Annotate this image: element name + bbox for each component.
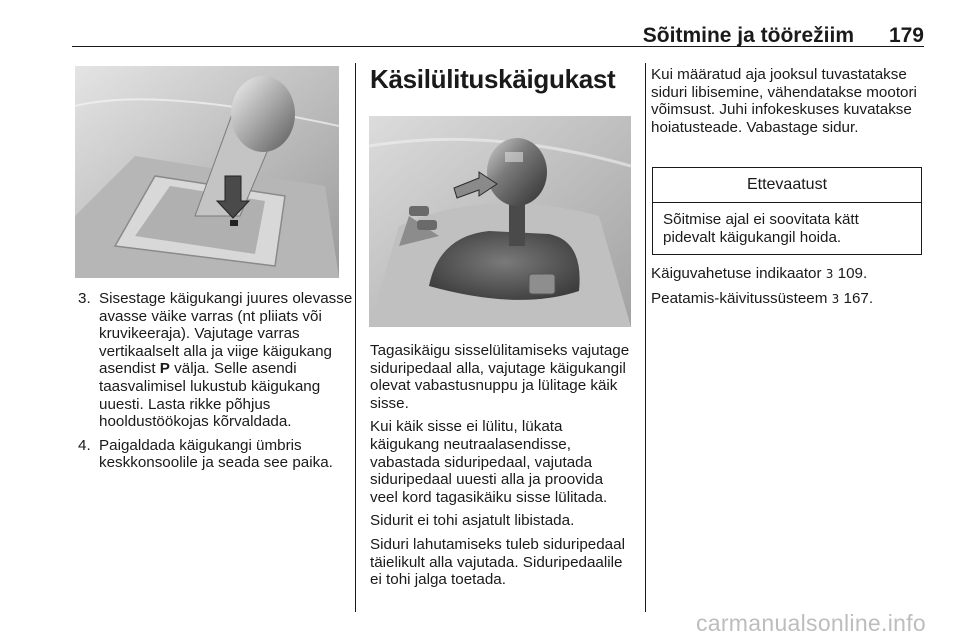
step-text-continued: välja. Selle asendi taasvalimisel lukustub käigukang uuesti. Lasta rikke põhjus hooldustöökojas kõrvaldada. [99,360,321,431]
shifter-override-illustration [75,66,339,278]
column-divider-left [355,63,356,612]
caution-box [652,167,922,255]
reference-text: Käiguvahetuse indikaator [651,265,826,282]
step-number: 3. [78,290,91,307]
paragraph-clutch-slip: Sidurit ei tohi asjatult libistada. [370,512,575,530]
reference-page: 109. [833,265,868,282]
step-number: 4. [78,436,91,454]
manual-shifter-figure [369,116,631,327]
step-4 [78,437,353,472]
shifter-override-figure [75,66,339,278]
left-column-text [78,290,353,478]
reference-stop-start [651,290,927,309]
step-text: Sisestage käigukangi juures olevasse avasse väike varras (nt pliiats või kruvikeeraja). Vajutage varras vertikaalselt alla ja viige käigukang asendist [99,290,353,378]
caution-body: Sõitmise ajal ei soovitata kätt pidevalt käigukangil hoida. [663,211,859,246]
procedure-steps [78,290,353,472]
column-divider-right [645,63,646,612]
right-column-references [651,265,927,314]
section-title: Käsilülituskäigukast [370,64,616,94]
caution-title: Ettevaatust [653,168,921,203]
middle-column-text [370,342,635,595]
step-text: Paigaldada käigukangi ümbris keskkonsoolile ja seada see paika. [99,436,333,472]
page-header [72,0,924,47]
watermark: carmanualsonline.info [695,610,926,636]
paragraph-clutch-pedal: Siduri lahutamiseks tuleb siduripedaal täielikult alla vajutada. Siduripedaalile ei tohi jalga toetada. [370,535,625,589]
paragraph-clutch-detection: Kui määratud aja jooksul tuvastatakse siduri libisemine, vähendatakse mootori võimsust. Juhi infokeskuses kuvatakse hoiatusteade. Vabastage sidur. [651,66,917,136]
right-column-intro [651,66,927,142]
step-3 [78,290,353,431]
paragraph-reverse-gear: Tagasikäigu sisselülitamiseks vajutage siduripedaal alla, vajutage käigukangil olevat vabastusnuppu ja lülitage käik sisse. [370,342,630,412]
chapter-title: Sõitmine ja töörežiim [642,24,854,47]
page-reference-icon: 3 [831,291,840,306]
reference-text: Peatamis-käivitussüsteem [651,289,832,307]
page-number: 179 [888,24,924,47]
gear-position-p: P [159,360,170,378]
reference-shift-indicator [651,265,927,284]
page-reference-icon: 3 [825,267,834,281]
manual-shifter-illustration [369,116,631,327]
paragraph-gear-not-engaged: Kui käik sisse ei lülitu, lükata käigukang neutraalasendisse, vabastada siduripedaal, vajutada siduripedaal uuesti alla ja proovida veel kord tagasikäiku sisse lülitada. [370,418,608,506]
reference-page: 167. [839,289,874,307]
